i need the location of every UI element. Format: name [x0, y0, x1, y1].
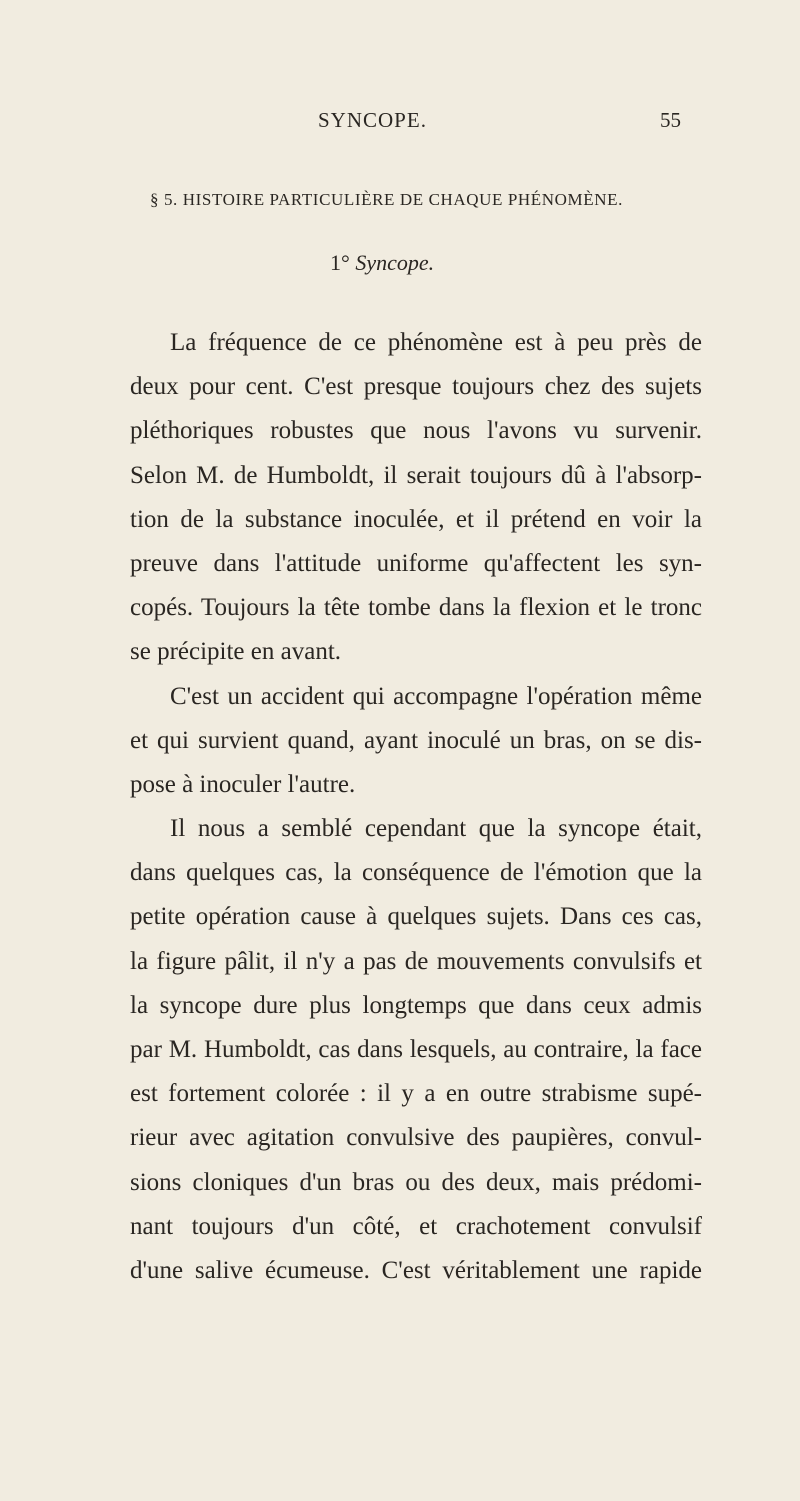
text-line: dans quelques cas, la conséquence de l'émotion que la	[130, 859, 702, 887]
text-line: sions cloniques d'un bras ou des deux, mais prédomi-	[130, 1168, 702, 1196]
text-line: nant toujours d'un côté, et crachotement convulsif	[130, 1212, 702, 1240]
text-line: copés. Toujours la tête tombe dans la flexion et le tronc	[130, 594, 702, 622]
subheading-number: 1°	[330, 250, 350, 275]
text-line: d'une salive écumeuse. C'est véritablement une rapide	[130, 1256, 702, 1284]
text-line: petite opération cause à quelques sujets. Dans ces cas,	[130, 903, 702, 931]
section-heading: § 5. HISTOIRE PARTICULIÈRE DE CHAQUE PHÉNOMÈNE.	[150, 190, 623, 209]
text-line: tion de la substance inoculée, et il prétend en voir la	[130, 505, 702, 533]
running-title: SYNCOPE.	[318, 108, 427, 132]
running-head	[0, 108, 800, 138]
page-number: 55	[660, 108, 681, 132]
subheading-title: Syncope.	[355, 250, 435, 275]
text-line: se précipite en avant.	[130, 638, 342, 666]
text-line: rieur avec agitation convulsive des paupières, convul-	[130, 1124, 702, 1152]
subheading	[330, 250, 434, 276]
text-line: pléthoriques robustes que nous l'avons vu survenir.	[130, 417, 702, 445]
text-line: deux pour cent. C'est presque toujours chez des sujets	[130, 373, 702, 401]
text-line: et qui survient quand, ayant inoculé un bras, on se dis-	[130, 726, 702, 754]
text-line: preuve dans l'attitude uniforme qu'affectent les syn-	[130, 549, 702, 577]
body-text	[130, 321, 702, 1293]
text-line: C'est un accident qui accompagne l'opération même	[170, 682, 702, 710]
text-line: Selon M. de Humboldt, il serait toujours dû à l'absorp-	[130, 461, 702, 489]
text-line: la figure pâlit, il n'y a pas de mouvements convulsifs et	[130, 947, 702, 975]
text-line: pose à inoculer l'autre.	[130, 770, 356, 798]
text-line: Il nous a semblé cependant que la syncope était,	[170, 815, 702, 843]
text-line: par M. Humboldt, cas dans lesquels, au contraire, la face	[130, 1036, 702, 1063]
text-line: est fortement colorée : il y a en outre strabisme supé-	[130, 1080, 702, 1108]
text-line: la syncope dure plus longtemps que dans ceux admis	[130, 991, 702, 1019]
text-line: La fréquence de ce phénomène est à peu près de	[170, 329, 702, 356]
